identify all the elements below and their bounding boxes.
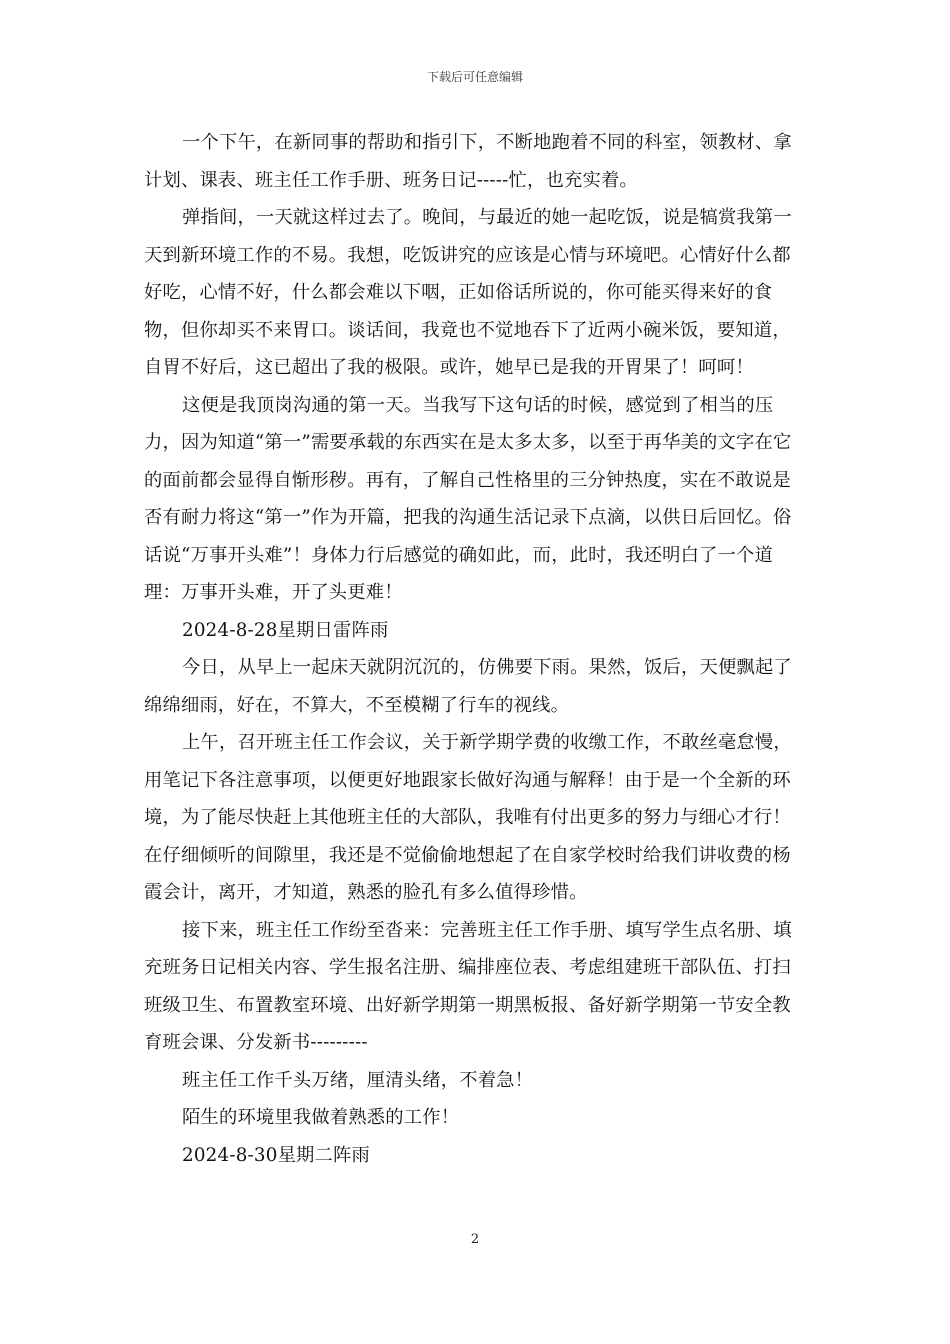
- document-body: [144, 124, 808, 1174]
- date-heading-0830: 2024-8-30星期二阵雨: [182, 1144, 370, 1166]
- paragraph-afternoon: 一个下午，在新同事的帮助和指引下，不断地跑着不同的科室，领教材、拿计划、课表、班主任工作手册、班务日记-----忙，也充实着。: [144, 132, 792, 191]
- paragraph-no-rush: 班主任工作千头万绪，厘清头绪，不着急！: [182, 1069, 534, 1091]
- paragraph-familiar-work: 陌生的环境里我做着熟悉的工作！: [182, 1107, 460, 1128]
- paragraph-meeting: 上午，召开班主任工作会议，关于新学期学费的收缴工作，不敢丝毫怠慢，用笔记下各注意事项，以便更好地跟家长做好沟通与解释！由于是一个全新的环境，为了能尽快赶上其他班主任的大部队，我唯有付出更多的努力与细心才行！在仔细倾听的间隙里，我还是不觉偷偷地想起了在自家学校时给我们讲收费的杨霞会计，离开，才知道，熟悉的脸孔有多么值得珍惜。: [144, 732, 792, 903]
- date-heading-0828: 2024-8-28星期日雷阵雨: [182, 619, 389, 641]
- page-header: 下载后可任意编辑: [426, 70, 523, 84]
- page-number: 2: [470, 1232, 480, 1247]
- paragraph-evening-dinner: 弹指间，一天就这样过去了。晚间，与最近的她一起吃饭，说是犒赏我第一天到新环境工作的不易。我想，吃饭讲究的应该是心情与环境吧。心情好什么都好吃，心情不好，什么都会难以下咽，正如俗话所说的，你可能买得来好的食物，但你却买不来胃口。谈话间，我竟也不觉地吞下了近两小碗米饭，要知道，自胃不好后，这已超出了我的极限。或许，她早已是我的开胃果了！呵呵！: [144, 207, 792, 378]
- paragraph-first-day-reflection: 这便是我顶岗沟通的第一天。当我写下这句话的时候，感觉到了相当的压力，因为知道“第一”需要承载的东西实在是太多太多，以至于再华美的文字在它的面前都会显得自惭形秽。再有，了解自己性格里的三分钟热度，实在不敢说是否有耐力将这“第一”作为开篇，把我的沟通生活记录下点滴，以供日后回忆。俗话说“万事开头难”！身体力行后感觉的确如此，而，此时，我还明白了一个道理：万事开头难，开了头更难！: [144, 394, 792, 603]
- paragraph-rainy-morning: 今日，从早上一起床天就阴沉沉的，仿佛要下雨。果然，饭后，天便飘起了绵绵细雨，好在，不算大，不至模糊了行车的视线。: [144, 657, 792, 716]
- paragraph-task-list: 接下来，班主任工作纷至沓来：完善班主任工作手册、填写学生点名册、填充班务日记相关内容、学生报名注册、编排座位表、考虑组建班干部队伍、打扫班级卫生、布置教室环境、出好新学期第一期黑板报、备好新学期第一节安全教育班会课、分发新书---------: [144, 919, 792, 1053]
